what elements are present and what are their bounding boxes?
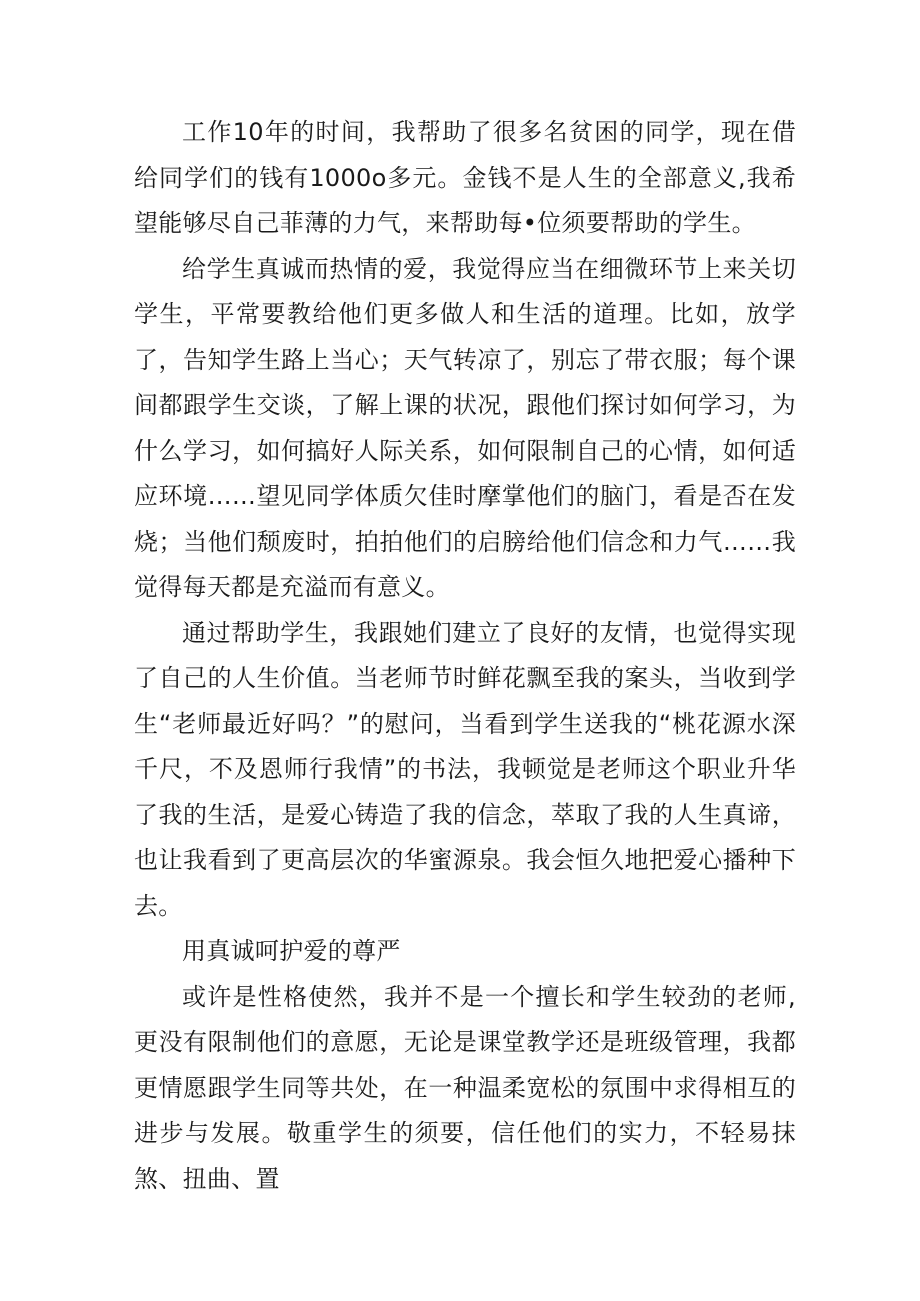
paragraph-friendship-value: 通过帮助学生，我跟她们建立了良好的友情，也觉得实现了自己的人生价值。当老师节时鲜花飘至我的案头，当收到学生“老师最近好吗？”的慰问，当看到学生送我的“桃花源水深千尺，不及恩师行我情”的书法，我顿觉是老师这个职业升华了我的生活，是爱心铸造了我的信念，萃取了我的人生真谛，也让我看到了更高层次的华蜜源泉。我会恒久地把爱心播种下去。 — [134, 618, 796, 920]
paragraph-help-poor-students: 工作10年的时间，我帮助了很多名贫困的同学，现在借给同学们的钱有1000o多元。金钱不是人生的全部意义,我希望能够尽自己菲薄的力气，来帮助每•位须要帮助的学生。 — [134, 118, 796, 237]
paragraph-personality: 或许是性格使然，我并不是一个擅长和学生较劲的老师,更没有限制他们的意愿，无论是课堂教学还是班级管理，我都更情愿跟学生同等共处，在一种温柔宽松的氛围中求得相互的进步与发展。敬重学生的须要，信任他们的实力，不轻易抹煞、扭曲、置 — [134, 982, 796, 1193]
document-body — [134, 110, 796, 1202]
paragraph-sincere-love: 给学生真诚而热情的爱，我觉得应当在细微环节上来关切学生，平常要教给他们更多做人和生活的道理。比如，放学了，告知学生路上当心；天气转凉了，别忘了带衣服；每个课间都跟学生交谈，了解上课的状况，跟他们探讨如何学习，为什么学习，如何搞好人际关系，如何限制自己的心情，如何适应环境……望见同学体质欠佳时摩掌他们的脑门，看是否在发烧；当他们颓废时，拍拍他们的启膀给他们信念和力气……我觉得每天都是充溢而有意义。 — [134, 254, 796, 601]
section-heading: 用真诚呵护爱的尊严 — [182, 937, 401, 965]
